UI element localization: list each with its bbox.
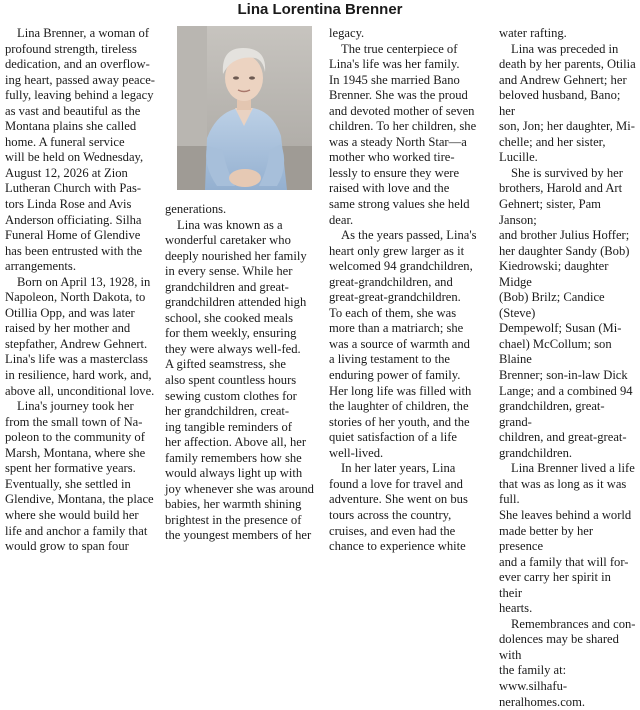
- text-line: will be held on Wednesday,: [5, 150, 144, 165]
- text-line: also spent countless hours: [165, 373, 297, 388]
- text-line: lessly to ensure they were: [329, 165, 460, 180]
- text-line: Marsh, Montana, where she: [5, 445, 146, 460]
- text-line: adventure. She went on bus: [329, 492, 468, 507]
- text-line: grandchildren attended high: [165, 295, 307, 310]
- text-line: profound strength, tireless: [5, 41, 137, 56]
- text-line: dedication, and an overflow-: [5, 57, 150, 72]
- text-line: She leaves behind a world: [499, 507, 632, 522]
- text-line: In 1945 she married Bano: [329, 72, 460, 87]
- text-line: poleon to the community of: [5, 430, 145, 445]
- text-line: family remembers how she: [165, 450, 302, 465]
- text-line: found a love for travel and: [329, 476, 463, 491]
- text-line: sewing custom clothes for: [165, 388, 297, 403]
- text-line: Lina's life was her family.: [329, 57, 460, 72]
- text-line: her grandchildren, creat-: [165, 404, 290, 419]
- paragraph: [499, 26, 636, 42]
- text-line: brothers, Harold and Art: [499, 181, 623, 196]
- portrait-photo: [177, 26, 312, 190]
- text-line: water rafting.: [499, 26, 567, 40]
- text-line: dolences may be shared with: [499, 632, 619, 662]
- text-line: grandchildren.: [499, 445, 573, 460]
- text-line: legacy.: [329, 26, 365, 40]
- text-line: A gifted seamstress, she: [165, 357, 287, 372]
- text-line: more than a matriarch; she: [329, 321, 464, 336]
- text-line: Her long life was filled with: [329, 383, 472, 398]
- text-line: and devoted mother of seven: [329, 103, 475, 118]
- text-line: life and anchor a family that: [5, 523, 148, 538]
- text-line: the family at: www.silhafu-: [499, 663, 568, 693]
- text-line: a living testament to the: [329, 352, 451, 367]
- text-line: same strong values she held: [329, 197, 470, 212]
- text-line: from the small town of Na-: [5, 414, 143, 429]
- text-line: has been entrusted with the: [5, 243, 143, 258]
- text-line: generations.: [165, 202, 227, 216]
- text-line: cruises, and even had the: [329, 523, 456, 538]
- text-line: Funeral Home of Glendive: [5, 228, 141, 243]
- text-line: raised with love and the: [329, 181, 450, 196]
- text-line: great-great-grandchildren.: [329, 290, 461, 305]
- text-line: She is survived by her: [511, 165, 623, 180]
- text-line: spent her formative years.: [5, 461, 136, 476]
- text-line: that was as long as it was full.: [499, 476, 627, 507]
- text-line: chance to experience white: [329, 539, 466, 554]
- text-line: Lina's journey took her: [17, 399, 134, 414]
- text-line: they were always well-fed.: [165, 341, 301, 356]
- text-line: babies, her warmth shining: [165, 497, 302, 512]
- text-line: stories of her youth, and the: [329, 414, 470, 429]
- text-line: dear.: [329, 212, 354, 227]
- text-line: chael) McCollum; son Blaine: [499, 336, 612, 367]
- text-line: heart only grew larger as it: [329, 243, 465, 258]
- text-line: welcomed 94 grandchildren,: [329, 259, 473, 274]
- text-line: Born on April 13, 1928, in: [17, 274, 151, 289]
- text-line: ing heart, passed away peace-: [5, 72, 155, 87]
- text-line: mother who worked tire-: [329, 150, 455, 165]
- text-line: quiet satisfaction of a life: [329, 430, 457, 445]
- text-line: her affection. Above all, her: [165, 435, 307, 450]
- text-line: son, Jon; her daughter, Mi-: [499, 119, 635, 134]
- text-line: ever carry her spirit in their: [499, 570, 611, 600]
- text-line: children. To her children, she: [329, 119, 477, 134]
- paragraph: [329, 228, 493, 461]
- text-line: chelle; and her sister, Lucille.: [499, 134, 606, 165]
- text-line: was a source of warmth and: [329, 336, 470, 351]
- text-line: joy whenever she was around: [165, 481, 314, 496]
- text-line: Napoleon, North Dakota, to: [5, 290, 146, 305]
- text-line: The true centerpiece of: [341, 41, 458, 56]
- text-line: enduring power of family.: [329, 368, 461, 383]
- text-line: Lina Brenner, a woman of: [17, 26, 150, 40]
- text-line: Lutheran Church with Pas-: [5, 181, 142, 196]
- text-line: above all, unconditional love.: [5, 383, 155, 398]
- text-line: August 12, 2026 at Zion: [5, 165, 128, 180]
- text-line: To each of them, she was: [329, 305, 457, 320]
- text-line: Glendive, Montana, the place: [5, 492, 154, 507]
- text-line: well-lived.: [329, 445, 384, 460]
- text-line: Montana plains she called: [5, 119, 137, 134]
- text-line: raised by her mother and: [5, 321, 131, 336]
- text-line: Lange; and a combined 94: [499, 383, 633, 398]
- text-line: where she would build her: [5, 507, 139, 522]
- paragraph: [329, 42, 493, 229]
- text-line: Eventually, she settled in: [5, 476, 131, 491]
- text-line: tors Linda Rose and Avis: [5, 197, 132, 212]
- text-line: Anderson officiating. Silha: [5, 212, 142, 227]
- column-2: [165, 202, 321, 544]
- text-line: fully, leaving behind a legacy: [5, 88, 154, 103]
- text-line: was a steady North Star—a: [329, 134, 467, 149]
- paragraph: [499, 166, 636, 461]
- text-line: grandchildren, great-grand-: [499, 399, 605, 429]
- text-line: grandchildren and great-: [165, 279, 289, 294]
- text-line: home. A funeral service: [5, 134, 125, 149]
- text-line: In her later years, Lina: [341, 461, 456, 476]
- text-line: Gehnert; sister, Pam Janson;: [499, 197, 601, 227]
- text-line: Lina was known as a: [177, 217, 283, 232]
- text-line: tours across the country,: [329, 507, 452, 522]
- column-3: [329, 26, 493, 555]
- text-line: children, and great-great-: [499, 430, 627, 445]
- text-line: school, she cooked meals: [165, 310, 294, 325]
- paragraph: [499, 42, 636, 166]
- text-line: stepfather, Andrew Gehnert.: [5, 336, 148, 351]
- text-line: Dempewolf; Susan (Mi-: [499, 321, 622, 336]
- text-line: Brenner. She was the proud: [329, 88, 468, 103]
- obituary-title: Lina Lorentina Brenner: [237, 1, 403, 18]
- paragraph: [5, 26, 159, 275]
- text-line: the youngest members of her: [165, 528, 312, 543]
- text-line: made better by her presence: [499, 523, 594, 554]
- text-line: great-grandchildren, and: [329, 274, 453, 289]
- text-line: deeply nourished her family: [165, 248, 307, 263]
- text-line: Lina's life was a masterclass: [5, 352, 148, 367]
- paragraph: [5, 399, 159, 554]
- paragraph: [499, 617, 636, 710]
- text-line: and Andrew Gehnert; her: [499, 72, 627, 87]
- text-line: as vast and beautiful as the: [5, 103, 141, 118]
- text-line: death by her parents, Otilia: [499, 57, 636, 72]
- text-line: beloved husband, Bano; her: [499, 88, 621, 118]
- text-line: for them weekly, ensuring: [165, 326, 297, 341]
- paragraph: [499, 461, 636, 616]
- text-line: neralhomes.com.: [499, 694, 586, 709]
- text-line: ing tangible reminders of: [165, 419, 292, 434]
- text-line: wonderful caretaker who: [165, 233, 291, 248]
- text-line: her daughter Sandy (Bob): [499, 243, 630, 258]
- column-4: [499, 26, 636, 710]
- text-line: in resilience, hard work, and,: [5, 368, 152, 383]
- text-line: arrangements.: [5, 259, 76, 274]
- text-line: Kiedrowski; daughter Midge: [499, 259, 609, 289]
- paragraph: [165, 202, 321, 218]
- text-line: Lina was preceded in: [511, 41, 619, 56]
- text-line: Remembrances and con-: [511, 616, 636, 631]
- text-line: would grow to span four: [5, 539, 129, 554]
- text-line: Lina Brenner lived a life: [511, 461, 635, 476]
- text-line: and a family that will for-: [499, 554, 629, 569]
- text-line: Brenner; son-in-law Dick: [499, 368, 628, 383]
- paragraph: [329, 461, 493, 554]
- text-line: would always light up with: [165, 466, 303, 481]
- text-line: and brother Julius Hoffer;: [499, 228, 630, 243]
- text-line: hearts.: [499, 601, 533, 616]
- text-line: As the years passed, Lina's: [341, 228, 477, 243]
- text-line: brightest in the presence of: [165, 512, 302, 527]
- text-line: (Bob) Brilz; Candice (Steve): [499, 290, 605, 320]
- column-1: [5, 26, 159, 555]
- paragraph: [329, 26, 493, 42]
- paragraph: [165, 218, 321, 544]
- text-line: the laughter of children, the: [329, 399, 469, 414]
- text-line: in every sense. While her: [165, 264, 293, 279]
- text-line: Otillia Opp, and was later: [5, 305, 135, 320]
- portrait-image: [177, 26, 312, 190]
- paragraph: [5, 275, 159, 399]
